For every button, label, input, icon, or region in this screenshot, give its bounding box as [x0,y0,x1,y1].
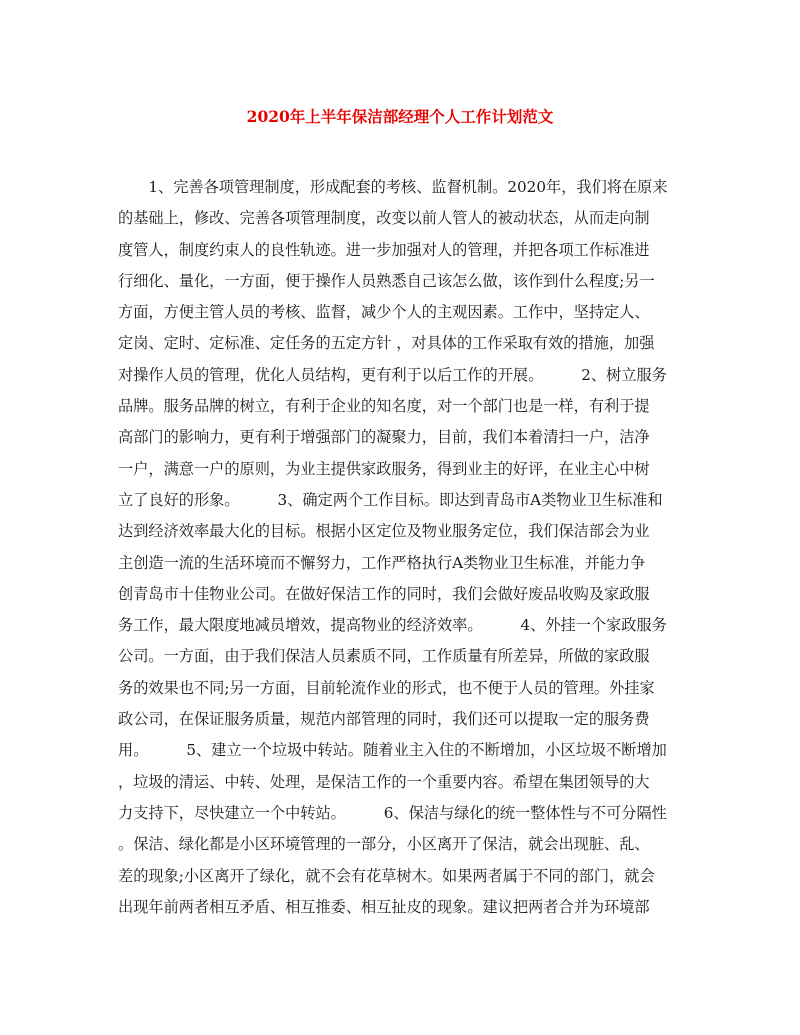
document-title: 2020年上半年保洁部经理个人工作计划范文 [246,107,554,126]
body-line: 行细化、量化，一方面，便于操作人员熟悉自己该怎么做，该作到什么程度;另一 [118,271,655,290]
body-line: 出现年前两者相互矛盾、相互推委、相互扯皮的现象。建议把两者合并为环境部 [118,897,650,916]
body-line: 主创造一流的生活环境而不懈努力，工作严格执行A类物业卫生标准，并能力争 [118,553,646,572]
body-line: 。保洁、绿化都是小区环境管理的一部分，小区离开了保洁，就会出现脏、乱、 [118,835,650,854]
body-line: 务的效果也不同;另一方面，目前轮流作业的形式，也不便于人员的管理。外挂家 [118,678,655,697]
body-line: 差的现象;小区离开了绿化，就不会有花草树木。如果两者属于不同的部门，就会 [118,866,655,885]
body-line: ，垃圾的清运、中转、处理，是保洁工作的一个重要内容。希望在集团领导的大 [118,772,650,791]
body-line: 定岗、定时、定标准、定任务的五定方针 ，对具体的工作采取有效的措施，加强 [118,334,655,353]
body-line: 一户，满意一户的原则，为业主提供家政服务，得到业主的好评，在业主心中树 [118,459,650,478]
body-line: 务工作，最大限度地减员增效，提高物业的经济效率。 4、外挂一个家政服务 [118,616,667,635]
body-line: 公司。一方面，由于我们保洁人员素质不同，工作质量有所差异，所做的家政服 [118,647,650,666]
body-line: 1、完善各项管理制度，形成配套的考核、监督机制。2020年，我们将在原来 [118,178,668,196]
body-line: 高部门的影响力，更有利于增强部门的凝聚力，目前，我们本着清扫一户，洁净 [118,428,650,447]
body-line: 立了良好的形象。 3、确定两个工作目标。即达到青岛市A类物业卫生标准和 [118,490,663,509]
body-line: 度管人，制度约束人的良性轨迹。进一步加强对人的管理，并把各项工作标准进 [118,240,650,259]
body-line: 创青岛市十佳物业公司。在做好保洁工作的同时，我们会做好废品收购及家政服 [118,584,650,603]
body-line: 品牌。服务品牌的树立，有利于企业的知名度，对一个部门也是一样，有利于提 [118,397,650,416]
body-line: 力支持下，尽快建立一个中转站。 6、保洁与绿化的统一整体性与不可分隔性 [118,803,667,822]
body-line: 用。 5、建立一个垃圾中转站。随着业主入住的不断增加，小区垃圾不断增加 [118,741,667,760]
body-line: 对操作人员的管理，优化人员结构，更有利于以后工作的开展。 2、树立服务 [118,365,667,384]
document-body [118,172,688,923]
body-line: 达到经济效率最大化的目标。根据小区定位及物业服务定位，我们保洁部会为业 [118,522,650,541]
body-line: 的基础上，修改、完善各项管理制度，改变以前人管人的被动状态，从而走向制 [118,209,650,228]
body-line: 政公司，在保证服务质量，规范内部管理的同时，我们还可以提取一定的服务费 [118,710,650,729]
body-line: 方面，方便主管人员的考核、监督，减少个人的主观因素。工作中，坚持定人、 [118,303,650,322]
